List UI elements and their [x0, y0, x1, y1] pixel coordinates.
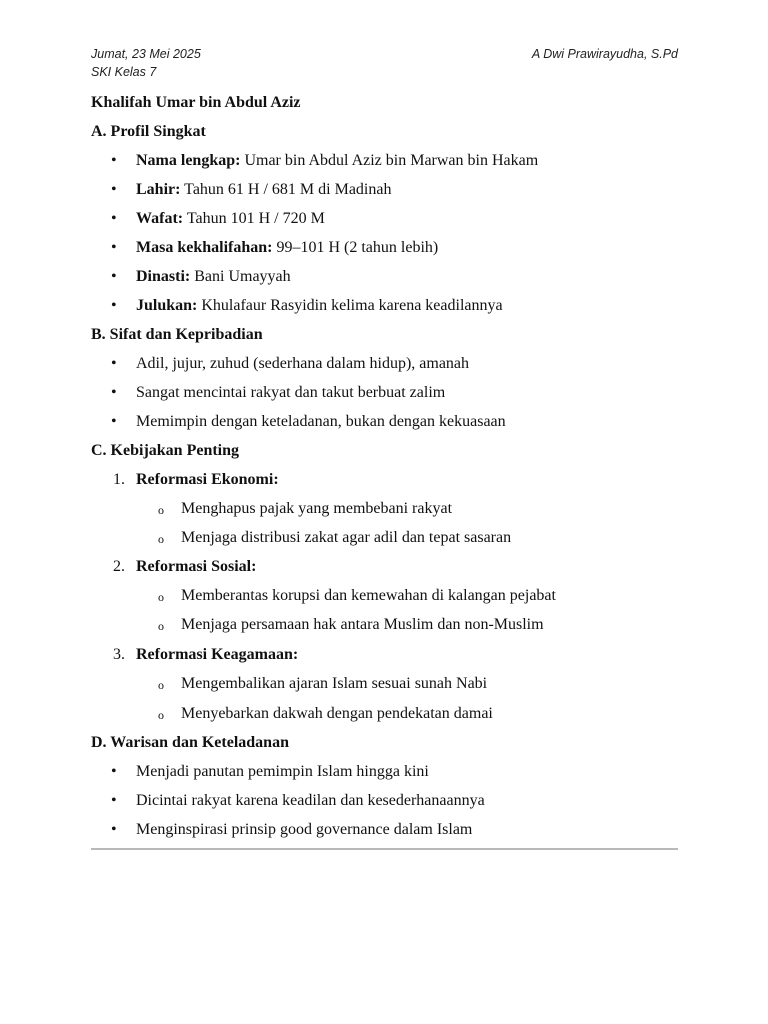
- list-item: • Dicintai rakyat karena keadilan dan kesederhanaannya: [91, 790, 678, 819]
- bullet-icon: •: [111, 384, 117, 401]
- bullet-icon: •: [111, 413, 117, 430]
- circle-bullet-icon: o: [158, 708, 164, 722]
- bullet-icon: •: [111, 821, 117, 838]
- bullet-icon: •: [111, 355, 117, 372]
- sub-list-item: o Mengembalikan ajaran Islam sesuai sunah Nabi: [91, 673, 678, 703]
- list-item: • Memimpin dengan keteladanan, bukan dengan kekuasaan: [91, 411, 678, 440]
- circle-bullet-icon: o: [158, 503, 164, 517]
- list-item: • Menginspirasi prinsip good governance dalam Islam: [91, 819, 678, 848]
- bullet-icon: •: [111, 268, 117, 285]
- list-item: • Adil, jujur, zuhud (sederhana dalam hidup), amanah: [91, 353, 678, 382]
- section-b-heading: B. Sifat dan Kepribadian: [91, 326, 263, 343]
- item-number: 1.: [113, 471, 125, 488]
- list-item: • Julukan: Khulafaur Rasyidin kelima karena keadilannya: [91, 295, 678, 324]
- list-item: • Masa kekhalifahan: 99–101 H (2 tahun lebih): [91, 237, 678, 266]
- horizontal-rule: [91, 848, 678, 850]
- header-subject: SKI Kelas 7: [91, 65, 157, 79]
- list-item: • Sangat mencintai rakyat dan takut berbuat zalim: [91, 382, 678, 411]
- bullet-icon: •: [111, 297, 117, 314]
- header-author: A Dwi Prawirayudha, S.Pd: [531, 47, 678, 61]
- list-item: • Lahir: Tahun 61 H / 681 M di Madinah: [91, 179, 678, 208]
- section-a-heading: A. Profil Singkat: [91, 123, 206, 140]
- item-number: 3.: [113, 646, 125, 663]
- bullet-icon: •: [111, 239, 117, 256]
- bullet-icon: •: [111, 181, 117, 198]
- list-item: • Dinasti: Bani Umayyah: [91, 266, 678, 295]
- bullet-icon: •: [111, 210, 117, 227]
- item-number: 2.: [113, 558, 125, 575]
- sub-list-item: o Menjaga distribusi zakat agar adil dan tepat sasaran: [91, 527, 678, 556]
- bullet-icon: •: [111, 152, 117, 169]
- circle-bullet-icon: o: [158, 678, 164, 692]
- circle-bullet-icon: o: [158, 590, 164, 604]
- document-title: Khalifah Umar bin Abdul Aziz: [91, 94, 301, 111]
- list-item: • Nama lengkap: Umar bin Abdul Aziz bin Marwan bin Hakam: [91, 150, 678, 179]
- header-date: Jumat, 23 Mei 2025: [91, 47, 201, 61]
- sub-list-item: o Memberantas korupsi dan kemewahan di kalangan pejabat: [91, 585, 678, 614]
- list-item: • Wafat: Tahun 101 H / 720 M: [91, 208, 678, 237]
- numbered-item: 2. Reformasi Sosial:: [91, 556, 678, 585]
- sub-list-item: o Menyebarkan dakwah dengan pendekatan damai: [91, 703, 678, 732]
- section-c-heading: C. Kebijakan Penting: [91, 442, 240, 459]
- circle-bullet-icon: o: [158, 619, 164, 633]
- numbered-item: 1. Reformasi Ekonomi:: [91, 469, 678, 498]
- section-d-heading: D. Warisan dan Keteladanan: [91, 734, 289, 751]
- bullet-icon: •: [111, 792, 117, 809]
- document-content: [91, 92, 678, 848]
- list-item: • Menjadi panutan pemimpin Islam hingga kini: [91, 761, 678, 790]
- numbered-item: 3. Reformasi Keagamaan:: [91, 644, 678, 673]
- circle-bullet-icon: o: [158, 532, 164, 546]
- page-header: [91, 45, 678, 81]
- bullet-icon: •: [111, 763, 117, 780]
- sub-list-item: o Menghapus pajak yang membebani rakyat: [91, 498, 678, 527]
- sub-list-item: o Menjaga persamaan hak antara Muslim dan non-Muslim: [91, 614, 678, 644]
